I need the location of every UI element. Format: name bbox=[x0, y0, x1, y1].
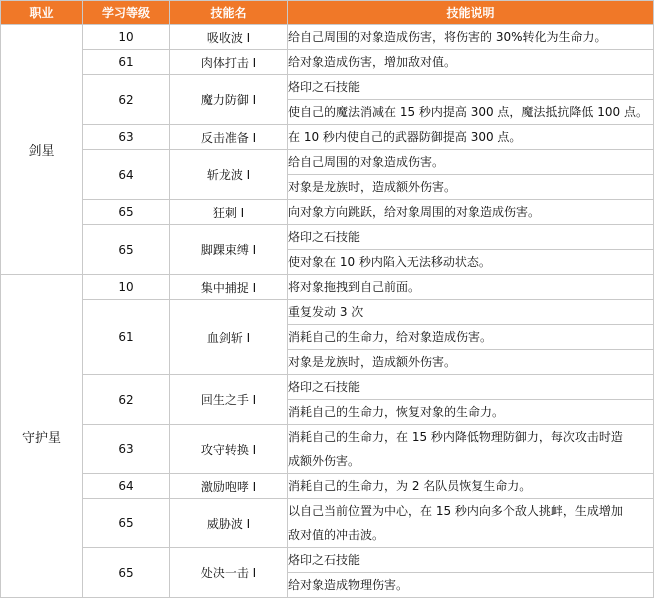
level-cell: 65 bbox=[83, 499, 170, 548]
description-line: 消耗自己的生命力，为 2 名队员恢复生命力。 bbox=[288, 479, 532, 493]
table-row bbox=[1, 75, 654, 125]
skill-name-cell: 魔力防御 I bbox=[170, 75, 288, 125]
level-cell: 10 bbox=[83, 25, 170, 50]
skill-description-cell bbox=[288, 25, 654, 50]
level-cell: 63 bbox=[83, 125, 170, 150]
description-line: 对象是龙族时，造成额外伤害。 bbox=[288, 349, 653, 374]
description-line: 成额外伤害。 bbox=[288, 454, 361, 468]
level-cell: 65 bbox=[83, 225, 170, 275]
description-line: 向对象方向跳跃，给对象周围的对象造成伤害。 bbox=[288, 205, 541, 219]
skill-description-cell bbox=[288, 425, 654, 474]
level-cell: 61 bbox=[83, 300, 170, 375]
skill-name-cell: 血剑斩 I bbox=[170, 300, 288, 375]
skill-description-cell bbox=[288, 225, 654, 275]
description-line: 烙印之石技能 bbox=[288, 553, 361, 567]
skill-description-cell bbox=[288, 125, 654, 150]
skill-name-cell: 反击准备 I bbox=[170, 125, 288, 150]
header-level: 学习等级 bbox=[83, 1, 170, 25]
skill-description-cell bbox=[288, 300, 654, 375]
description-line: 重复发动 3 次 bbox=[288, 305, 364, 319]
skill-description-cell bbox=[288, 548, 654, 598]
level-cell: 65 bbox=[83, 200, 170, 225]
skill-description-cell bbox=[288, 150, 654, 200]
skill-name-cell: 吸收波 I bbox=[170, 25, 288, 50]
skill-name-cell: 威胁波 I bbox=[170, 499, 288, 548]
job-cell: 剑星 bbox=[1, 25, 83, 275]
header-description: 技能说明 bbox=[288, 1, 654, 25]
skill-name-cell: 肉体打击 I bbox=[170, 50, 288, 75]
skill-name-cell: 处决一击 I bbox=[170, 548, 288, 598]
skill-description-cell bbox=[288, 200, 654, 225]
skill-name-cell: 攻守转换 I bbox=[170, 425, 288, 474]
description-line: 给对象造成物理伤害。 bbox=[288, 572, 653, 597]
description-line: 消耗自己的生命力，给对象造成伤害。 bbox=[288, 324, 653, 349]
description-line: 敌对值的冲击波。 bbox=[288, 528, 385, 542]
table-row bbox=[1, 275, 654, 300]
level-cell: 65 bbox=[83, 548, 170, 598]
table-row bbox=[1, 25, 654, 50]
table-row bbox=[1, 548, 654, 598]
table-row bbox=[1, 499, 654, 548]
level-cell: 64 bbox=[83, 474, 170, 499]
description-line: 使自己的魔法消减在 15 秒内提高 300 点，魔法抵抗降低 100 点。 bbox=[288, 99, 653, 124]
header-skill: 技能名 bbox=[170, 1, 288, 25]
level-cell: 61 bbox=[83, 50, 170, 75]
level-cell: 62 bbox=[83, 75, 170, 125]
skill-description-cell bbox=[288, 375, 654, 425]
skill-name-cell: 脚踝束缚 I bbox=[170, 225, 288, 275]
skills-body bbox=[1, 25, 654, 598]
table-row bbox=[1, 125, 654, 150]
table-row bbox=[1, 200, 654, 225]
description-line: 消耗自己的生命力，在 15 秒内降低物理防御力，每次攻击时造 bbox=[288, 430, 623, 444]
description-line: 消耗自己的生命力，恢复对象的生命力。 bbox=[288, 399, 653, 424]
description-line: 对象是龙族时，造成额外伤害。 bbox=[288, 174, 653, 199]
description-line: 给自己周围的对象造成伤害，将伤害的 30%转化为生命力。 bbox=[288, 30, 607, 44]
level-cell: 10 bbox=[83, 275, 170, 300]
header-row bbox=[1, 1, 654, 25]
job-cell: 守护星 bbox=[1, 275, 83, 598]
skill-description-cell bbox=[288, 50, 654, 75]
skill-name-cell: 激励咆哮 I bbox=[170, 474, 288, 499]
description-line: 给对象造成伤害，增加敌对值。 bbox=[288, 55, 457, 69]
skill-name-cell: 集中捕捉 I bbox=[170, 275, 288, 300]
table-row bbox=[1, 50, 654, 75]
description-line: 烙印之石技能 bbox=[288, 230, 361, 244]
skill-description-cell bbox=[288, 275, 654, 300]
table-row bbox=[1, 425, 654, 474]
table-row bbox=[1, 375, 654, 425]
table-row bbox=[1, 150, 654, 200]
description-line: 给自己周围的对象造成伤害。 bbox=[288, 155, 445, 169]
table-row bbox=[1, 474, 654, 499]
skill-description-cell bbox=[288, 474, 654, 499]
level-cell: 64 bbox=[83, 150, 170, 200]
level-cell: 63 bbox=[83, 425, 170, 474]
description-line: 以自己当前位置为中心，在 15 秒内向多个敌人挑衅，生成增加 bbox=[288, 504, 623, 518]
skill-name-cell: 斩龙波 I bbox=[170, 150, 288, 200]
description-line: 使对象在 10 秒内陷入无法移动状态。 bbox=[288, 249, 653, 274]
table-row bbox=[1, 300, 654, 375]
description-line: 在 10 秒内使自己的武器防御提高 300 点。 bbox=[288, 130, 522, 144]
skill-description-cell bbox=[288, 75, 654, 125]
level-cell: 62 bbox=[83, 375, 170, 425]
description-line: 烙印之石技能 bbox=[288, 380, 361, 394]
skill-name-cell: 回生之手 I bbox=[170, 375, 288, 425]
skill-name-cell: 狂刺 I bbox=[170, 200, 288, 225]
table-row bbox=[1, 225, 654, 275]
description-line: 将对象拖拽到自己前面。 bbox=[288, 280, 421, 294]
description-line: 烙印之石技能 bbox=[288, 80, 361, 94]
skill-description-cell bbox=[288, 499, 654, 548]
header-job: 职业 bbox=[1, 1, 83, 25]
